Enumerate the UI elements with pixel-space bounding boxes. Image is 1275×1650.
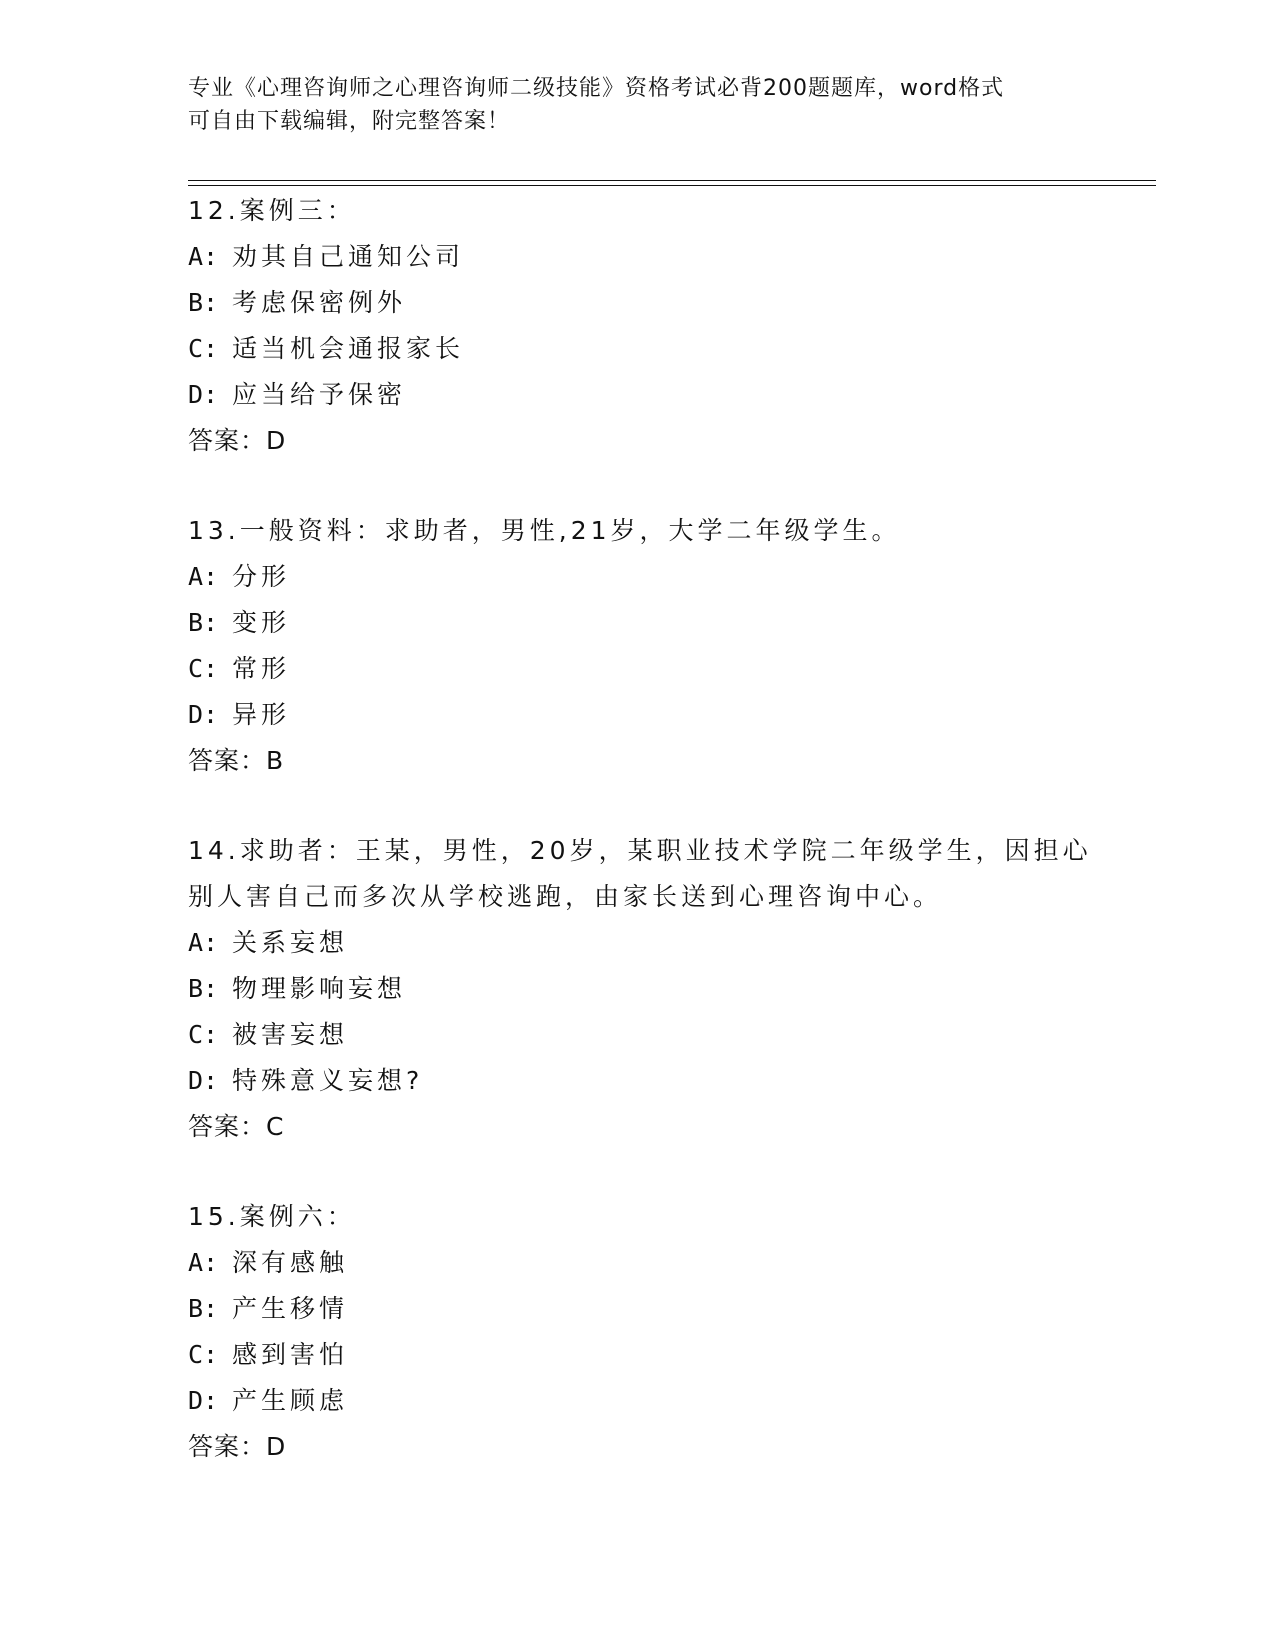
option-a <box>188 554 1108 600</box>
question-stem: 15.案例六： <box>188 1202 356 1231</box>
option-d <box>188 692 1108 738</box>
option-text: 物理影响妄想 <box>232 974 407 1003</box>
option-text: 关系妄想 <box>232 928 349 957</box>
header-divider-bottom <box>188 185 1156 186</box>
question-stem-continued: 别人害自己而多次从学校逃跑，由家长送到心理咨询中心。 <box>188 882 943 911</box>
option-letter: B: <box>188 974 219 1003</box>
option-letter: B: <box>188 1294 219 1323</box>
header-divider-top <box>188 180 1156 181</box>
question-stem: 12.案例三： <box>188 196 356 225</box>
answer-line: 答案：B <box>188 746 285 775</box>
option-a <box>188 920 1108 966</box>
answer-line: 答案：D <box>188 426 287 455</box>
option-text: 考虑保密例外 <box>232 288 407 317</box>
document-header <box>188 72 1088 138</box>
option-text: 应当给予保密 <box>232 380 407 409</box>
option-letter: B: <box>188 288 219 317</box>
option-text: 劝其自己通知公司 <box>232 242 465 271</box>
option-text: 被害妄想 <box>232 1020 349 1049</box>
option-letter: C: <box>188 334 219 363</box>
header-title-line-1: 专业《心理咨询师之心理咨询师二级技能》资格考试必背200题题库，word格式 <box>188 76 1005 101</box>
option-text: 产生顾虑 <box>232 1386 349 1415</box>
answer-line: 答案：C <box>188 1112 285 1141</box>
option-letter: D: <box>188 700 219 729</box>
option-letter: D: <box>188 1386 219 1415</box>
option-d <box>188 1378 1108 1424</box>
option-text: 常形 <box>232 654 291 683</box>
option-c <box>188 646 1108 692</box>
option-text: 变形 <box>232 608 291 637</box>
option-text: 特殊意义妄想? <box>232 1066 424 1095</box>
option-b <box>188 966 1108 1012</box>
option-c <box>188 1012 1108 1058</box>
option-text: 分形 <box>232 562 291 591</box>
option-b <box>188 1286 1108 1332</box>
option-text: 适当机会通报家长 <box>232 334 465 363</box>
option-letter: D: <box>188 380 219 409</box>
option-letter: A: <box>188 1248 219 1277</box>
option-a <box>188 234 1108 280</box>
option-letter: C: <box>188 1340 219 1369</box>
option-letter: A: <box>188 562 219 591</box>
question-15 <box>188 1194 1108 1470</box>
option-c <box>188 326 1108 372</box>
question-13 <box>188 508 1108 784</box>
header-title-line-2: 可自由下载编辑，附完整答案！ <box>188 109 511 134</box>
option-d <box>188 1058 1108 1104</box>
option-letter: A: <box>188 928 219 957</box>
option-letter: A: <box>188 242 219 271</box>
question-14 <box>188 828 1108 1150</box>
option-letter: D: <box>188 1066 219 1095</box>
option-a <box>188 1240 1108 1286</box>
question-stem: 14.求助者：王某，男性，20岁，某职业技术学院二年级学生，因担心 <box>188 836 1092 865</box>
answer-line: 答案：D <box>188 1432 287 1461</box>
option-letter: C: <box>188 654 219 683</box>
option-text: 产生移情 <box>232 1294 349 1323</box>
option-text: 深有感触 <box>232 1248 349 1277</box>
option-text: 感到害怕 <box>232 1340 349 1369</box>
option-c <box>188 1332 1108 1378</box>
option-d <box>188 372 1108 418</box>
option-text: 异形 <box>232 700 291 729</box>
question-12 <box>188 188 1108 464</box>
option-b <box>188 600 1108 646</box>
option-b <box>188 280 1108 326</box>
option-letter: C: <box>188 1020 219 1049</box>
option-letter: B: <box>188 608 219 637</box>
question-stem: 13.一般资料：求助者，男性,21岁，大学二年级学生。 <box>188 516 901 545</box>
